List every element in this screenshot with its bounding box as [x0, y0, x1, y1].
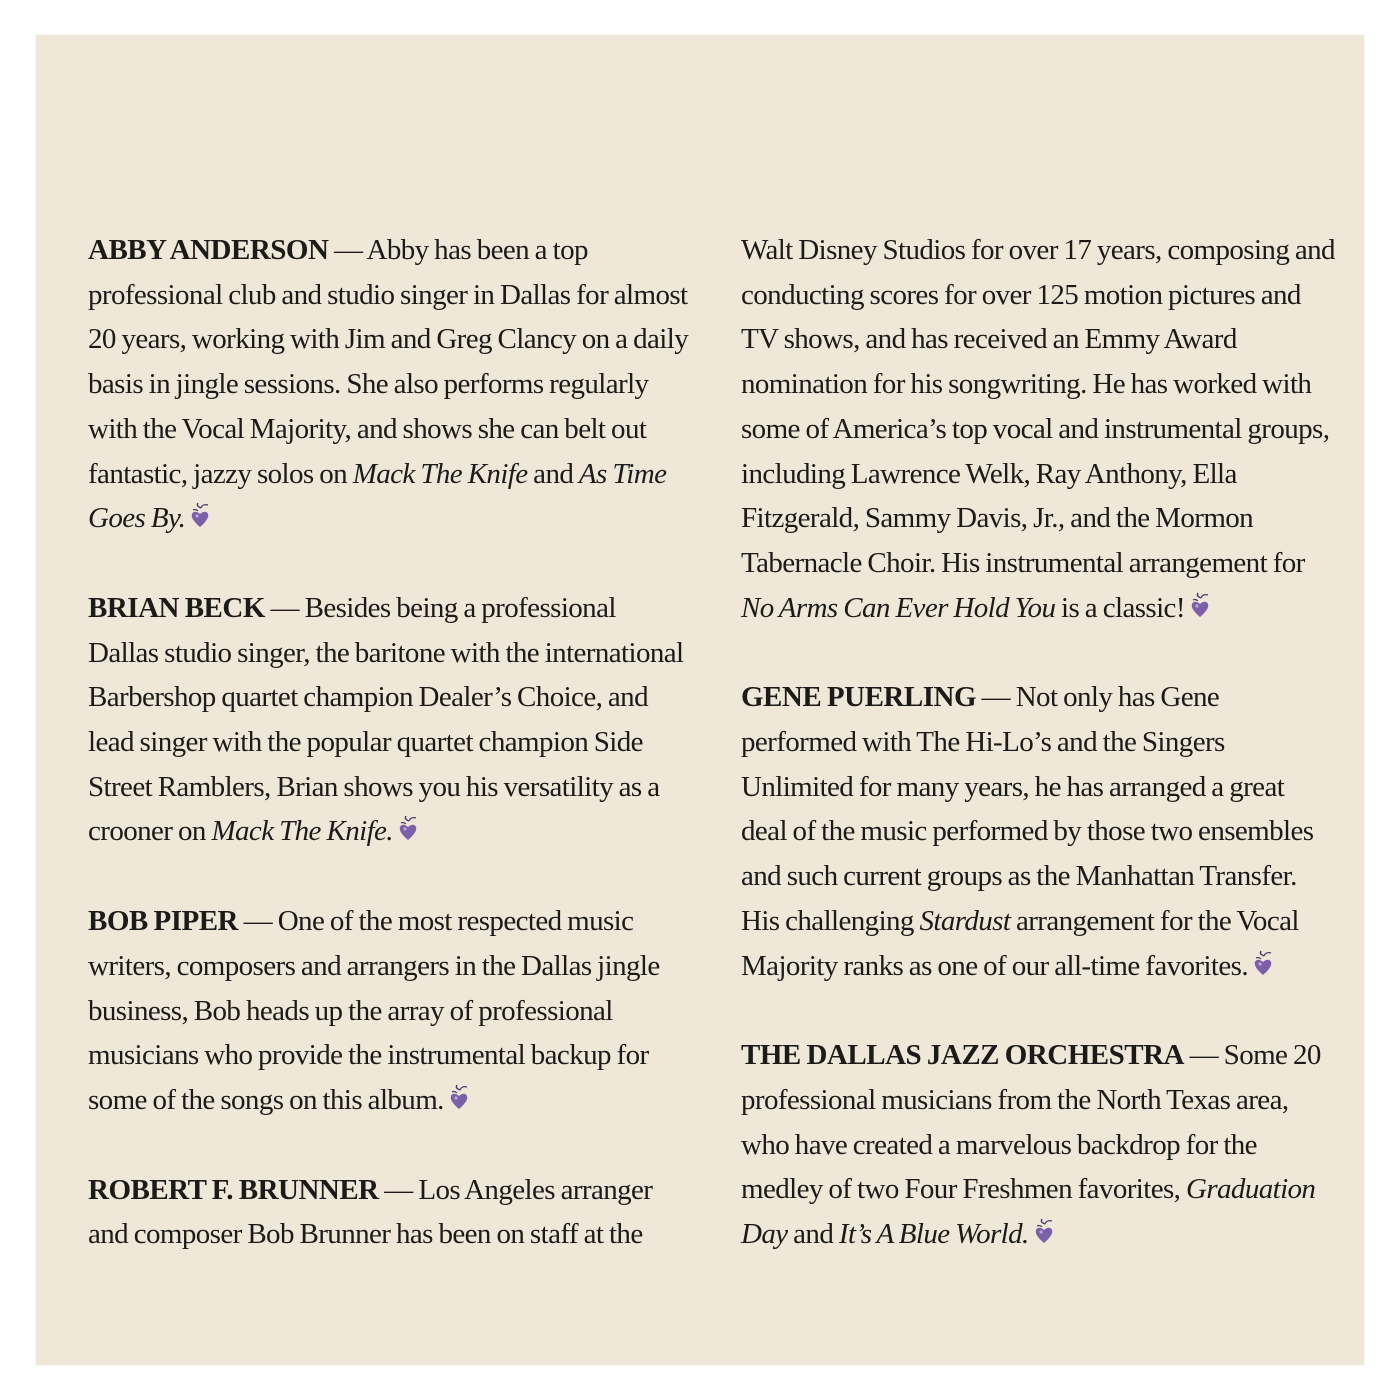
bio-line: BOB PIPER — One of the most respected music [88, 905, 634, 938]
bio-line: 20 years, working with Jim and Greg Clancy on a daily [88, 323, 689, 356]
bio-line: professional club and studio singer in Dallas for almost [88, 278, 688, 311]
bio-line: ABBY ANDERSON — Abby has been a top [88, 234, 588, 266]
song-title: Goes By. [88, 502, 186, 535]
bio-brian-beck [88, 586, 684, 854]
bio-line: ROBERT F. BRUNNER — Los Angeles arranger [88, 1173, 653, 1206]
booklet-page [36, 35, 1364, 1365]
bio-name: BOB PIPER [88, 905, 238, 938]
bio-line: fantastic, jazzy solos on Mack The Knife and As Time [88, 457, 667, 490]
bio-name: BRIAN BECK [88, 591, 265, 624]
song-title: It’s A Blue World. [838, 1218, 1029, 1251]
grape-heart-icon [448, 1083, 470, 1111]
bio-line: Walt Disney Studios for over 17 years, composing and [741, 234, 1335, 266]
grape-heart-icon [1252, 949, 1274, 977]
song-title: Mack The Knife [352, 457, 528, 490]
bio-line: deal of the music performed by those two ensembles [741, 815, 1314, 848]
bio-line: lead singer with the popular quartet champion Side [88, 726, 643, 759]
bio-line: Day and It’s A Blue World. [741, 1212, 1341, 1257]
bio-line: BRIAN BECK — Besides being a professional [88, 591, 616, 624]
song-title: No Arms Can Ever Hold You [741, 591, 1056, 624]
bio-line: THE DALLAS JAZZ ORCHESTRA — Some 20 [741, 1039, 1321, 1072]
bio-bob-piper [88, 899, 678, 1123]
bio-line: professional musicians from the North Texas area, [741, 1083, 1289, 1116]
bio-line: and such current groups as the Manhattan Transfer. [741, 860, 1297, 893]
bio-line: nomination for his songwriting. He has worked with [741, 368, 1312, 401]
bio-line: Fitzgerald, Sammy Davis, Jr., and the Mormon [741, 502, 1254, 535]
bio-line: conducting scores for over 125 motion pictures and [741, 278, 1301, 311]
grape-heart-icon [397, 814, 419, 842]
bio-line: GENE PUERLING — Not only has Gene [741, 681, 1220, 714]
bio-gene-puerling [741, 675, 1341, 988]
bio-dallas-jazz-orchestra [741, 1033, 1341, 1257]
bio-line: medley of two Four Freshmen favorites, Graduation [741, 1173, 1316, 1206]
bio-line: who have created a marvelous backdrop for the [741, 1128, 1257, 1161]
bio-line: including Lawrence Welk, Ray Anthony, Ella [741, 457, 1237, 490]
song-title: Stardust [919, 904, 1011, 937]
right-column [741, 228, 1341, 1257]
grape-heart-icon [1189, 591, 1211, 619]
song-title: Graduation [1185, 1173, 1316, 1206]
bio-robert-brunner-continued [741, 228, 1341, 630]
bio-name: ABBY ANDERSON [88, 234, 329, 266]
bio-line: His challenging Stardust arrangement for the Vocal [741, 904, 1299, 937]
left-column [88, 228, 689, 1257]
bio-line: Tabernacle Choir. His instrumental arrangement for [741, 546, 1305, 579]
bio-line: with the Vocal Majority, and shows she can belt out [88, 412, 647, 445]
bio-name: THE DALLAS JAZZ ORCHESTRA [741, 1039, 1184, 1072]
bio-name: ROBERT F. BRUNNER [88, 1173, 379, 1206]
bio-line: writers, composers and arrangers in the Dallas jingle [88, 949, 660, 982]
bio-line: musicians who provide the instrumental backup for [88, 1039, 649, 1072]
bio-line: some of America’s top vocal and instrumental groups, [741, 412, 1330, 445]
bio-robert-brunner [88, 1168, 678, 1257]
bio-line: and composer Bob Brunner has been on staff at the [88, 1218, 643, 1251]
bio-line [88, 496, 678, 541]
bio-line: TV shows, and has received an Emmy Award [741, 323, 1237, 356]
bio-abby-anderson [88, 228, 689, 541]
bio-line: Majority ranks as one of our all-time favorites. [741, 944, 1341, 989]
bio-line: Barbershop quartet champion Dealer’s Choice, and [88, 681, 648, 714]
bio-line: crooner on Mack The Knife. [88, 809, 678, 854]
bio-line: Street Ramblers, Brian shows you his versatility as a [88, 770, 660, 803]
grape-heart-icon [189, 501, 211, 529]
bio-line: some of the songs on this album. [88, 1078, 678, 1123]
grape-heart-icon [1033, 1217, 1055, 1245]
bio-line: performed with The Hi-Lo’s and the Singers [741, 726, 1225, 759]
bio-line: business, Bob heads up the array of professional [88, 994, 613, 1027]
song-title: As Time [578, 457, 667, 490]
song-title: Mack The Knife. [211, 815, 393, 848]
bio-name: GENE PUERLING [741, 681, 977, 714]
bio-line: Unlimited for many years, he has arranged a great [741, 770, 1285, 803]
song-title: Day [741, 1218, 788, 1251]
bio-line: No Arms Can Ever Hold You is a classic! [741, 586, 1341, 631]
bio-line: basis in jingle sessions. She also performs regularly [88, 368, 649, 401]
bio-line: Dallas studio singer, the baritone with the international [88, 636, 684, 669]
